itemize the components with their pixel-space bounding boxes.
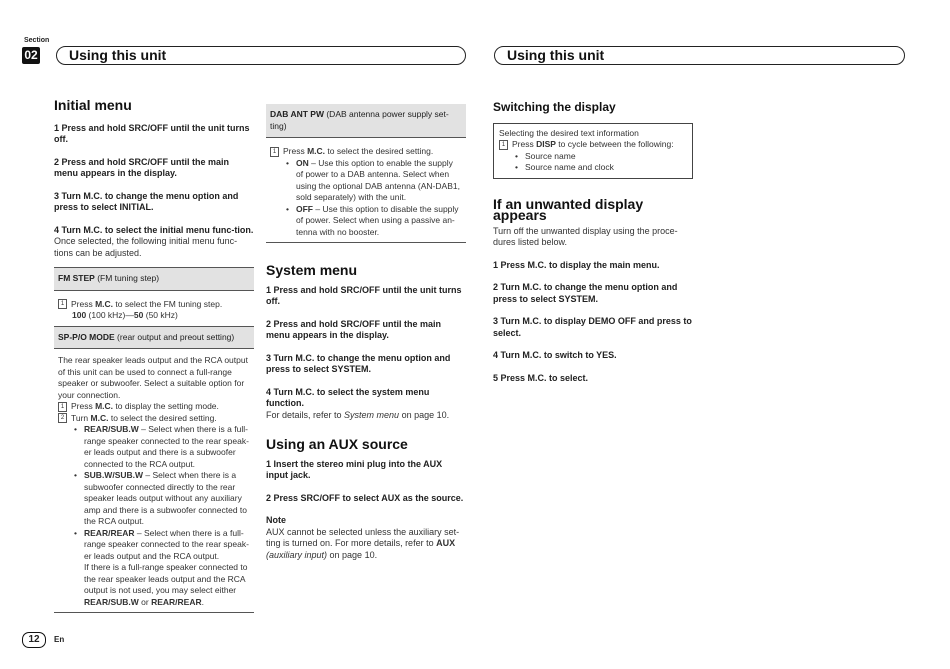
unwanted-step-4: 4 Turn M.C. to switch to YES. (493, 350, 617, 360)
unwanted-desc: Turn off the unwanted display using the proce-dures listed below. (493, 225, 678, 247)
note-label: Note (266, 515, 286, 525)
initial-step-4: 4 Turn M.C. to select the initial menu func-tion. (54, 224, 254, 235)
initial-step-3: 3 Turn M.C. to change the menu option and press to select INITIAL. (54, 190, 239, 212)
step-box-icon: 1 (499, 140, 508, 150)
aux-step-2: 2 Press SRC/OFF to select AUX as the source. (266, 492, 464, 503)
unwanted-step-2: 2 Turn M.C. to change the menu option and press to select SYSTEM. (493, 282, 678, 304)
unwanted-step-1: 1 Press M.C. to display the main menu. (493, 259, 660, 270)
system-step-4: 4 Turn M.C. to select the system menu function. (266, 386, 430, 408)
header-left: Using this unit (56, 46, 466, 65)
dab-option-off: • OFF – Use this option to disable the supply of power. Select when using a passive an-tenna with no booster. (296, 204, 462, 239)
unwanted-display-title: If an unwanted display appears (493, 195, 644, 223)
unwanted-step-5: 5 Press M.C. to select. (493, 372, 589, 383)
dab-ant-heading: DAB ANT PW (DAB antenna power supply set-ting) (266, 104, 466, 138)
initial-step-1: 1 Press and hold SRC/OFF until the unit turns off. (54, 122, 250, 144)
initial-step-2: 2 Press and hold SRC/OFF until the main menu appears in the display. (54, 156, 230, 178)
language-label: En (54, 635, 65, 644)
system-step-2: 2 Press and hold SRC/OFF until the main menu appears in the display. (266, 318, 442, 340)
system-menu-title: System menu (266, 262, 358, 278)
display-option-source-name: • Source name (525, 151, 687, 163)
option-rear-subw: • REAR/SUB.W – Select when there is a full-range speaker connected to the rear speak-er leads output and there is a subwoofer connected to the RCA output. (84, 424, 250, 470)
spo-mode-body: The rear speaker leads output and the RCA output of this unit can be used to connect a full-range speaker or subwoofer. Select a suitable option for your connection. 1 Press M.C. to display the setting mode. 2 Turn M.C. to select the desired setting. • REAR/SUB.W – Select when there is a full-range speaker connected to the rear speak-er leads output and there is a subwoofer connected to the RCA output. • SUB.W/SUB.W – Select when there is a subwoofer connected directly to the rear speaker leads output without any auxiliary amp and there is a subwoofer connected to the RCA output. • REAR/REAR – Select when there is a full-range speaker connected to the rear speak-er leads output and the RCA output. If there is a full-range speaker connected to the rear speaker leads output and the RCA output is not used, you may select either REAR/SUB.W or REAR/REAR. (54, 349, 254, 613)
aux-source-title: Using an AUX source (266, 436, 408, 452)
header-right: Using this unit (494, 46, 905, 65)
page-number: 12 (22, 632, 46, 648)
initial-desc: Once selected, the following initial menu func-tions can be adjusted. (54, 236, 238, 258)
switching-display-title: Switching the display (493, 100, 616, 114)
system-ref: For details, refer to System menu on page 10. (266, 409, 450, 420)
step-box-icon: 1 (58, 402, 67, 412)
dab-option-on: • ON – Use this option to enable the supply of power to a DAB antenna. Select when using the optional DAB antenna (AN-DAB1, sold separately) with the unit. (296, 158, 462, 204)
step-box-icon: 2 (58, 413, 67, 423)
option-rear-rear: • REAR/REAR – Select when there is a full-range speaker connected to the rear speak-er leads output and the RCA output. If there is a full-range speaker connected to the rear speaker leads output and the RCA output is not used, you may select either REAR/SUB.W or REAR/REAR. (84, 528, 250, 609)
fm-step-heading: FM STEP (FM tuning step) (54, 267, 254, 291)
note-text: AUX cannot be selected unless the auxiliary set-ting is turned on. For more details, refer to AUX (auxiliary input) on page 10. (266, 526, 460, 560)
section-number-badge: 02 (22, 47, 40, 64)
column-3 (493, 102, 693, 384)
aux-step-1: 1 Insert the stereo mini plug into the AUX input jack. (266, 458, 443, 480)
fm-step-body: 1 Press M.C. to select the FM tuning step. 100 (100 kHz)—50 (50 kHz) (54, 291, 254, 322)
spo-mode-heading: SP-P/O MODE (rear output and preout setting) (54, 326, 254, 350)
dab-ant-body: 1 Press M.C. to select the desired setting. • ON – Use this option to enable the supply of power to a DAB antenna. Select when using the optional DAB antenna (AN-DAB1, sold separately) with the unit. • OFF – Use this option to disable the supply of power. Select when using a passive an-tenna with no booster. (266, 138, 466, 243)
step-box-icon: 1 (58, 299, 67, 309)
system-step-1: 1 Press and hold SRC/OFF until the unit turns off. (266, 284, 462, 306)
option-subw-subw: • SUB.W/SUB.W – Select when there is a subwoofer connected directly to the rear speaker leads output without any auxiliary amp and there is a subwoofer connected to the RCA output. (84, 470, 250, 528)
display-option-source-clock: • Source name and clock (525, 162, 687, 174)
column-1 (54, 97, 254, 613)
section-label: Section (24, 37, 50, 44)
unwanted-step-3: 3 Turn M.C. to display DEMO OFF and press to select. (493, 316, 692, 338)
initial-menu-title: Initial menu (54, 97, 132, 113)
display-info-box: Selecting the desired text information 1 Press DISP to cycle between the following: • Source name • Source name and clock (493, 123, 693, 179)
column-2 (266, 104, 466, 561)
step-box-icon: 1 (270, 147, 279, 157)
system-step-3: 3 Turn M.C. to change the menu option and press to select SYSTEM. (266, 352, 451, 374)
